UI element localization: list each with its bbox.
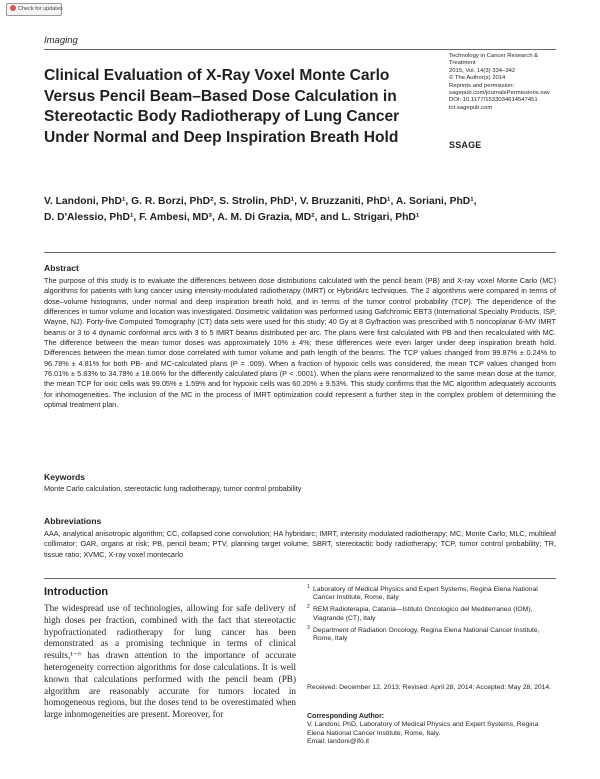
journal-line: 2015, Vol. 14(3) 334–342 bbox=[449, 67, 516, 74]
abbreviations-text: AAA, analytical anisotropic algorithm; CC, collapsed cone convolution; HA hybridarc; IMRT, intensity modulated radiotherapy; MC, Monte Carlo; MLC, multileaf collimator; OAR, organs at risk; PB, pencil beam; PTV, planning target volume; SBRT, stereotactic body radiotherapy; TCP, tumor control probability; TR, tissue ratio; XVMC, X-ray voxel montecarlo bbox=[44, 529, 556, 559]
affiliation-text: Laboratory of Medical Physics and Expert Systems, Regina Elena National Cancer Institute, Rome, Italy bbox=[313, 586, 538, 602]
top-divider bbox=[44, 49, 556, 50]
affiliation-number: 1 bbox=[307, 584, 310, 590]
corresponding-text: V. Landoni, PhD, Laboratory of Medical Physics and Expert Systems, Regina Elena National Cancer Institute, Rome, Italy. bbox=[307, 721, 539, 737]
author-line: D. D'Alessio, PhD¹, F. Ambesi, MD³, A. M. Di Grazia, MD², and L. Strigari, PhD¹ bbox=[44, 211, 420, 223]
check-for-updates-badge[interactable] bbox=[6, 3, 62, 16]
affiliation-number: 3 bbox=[307, 624, 310, 631]
corresponding-author bbox=[307, 713, 557, 747]
introduction-text: The widespread use of technologies, allowing for safe delivery of high doses per fraction, combined with the fact that stereotactic hypofractionated radiotherapy for lung cancer has been demonstrated as a promising technique in terms of clinical results,¹⁻⁶ has drawn attention to the importance of accurate heterogeneity correction algorithms for dose calculations. It is well known that calculations performed with the pencil beam (PB) algorithm are reasonably accurate for tumors located in homogeneous regions, but the doses tend to be overestimated when large inhomogeneities are present. Moreover, for bbox=[44, 603, 296, 720]
journal-line: © The Author(s) 2014 bbox=[449, 75, 506, 82]
keywords-heading: Keywords bbox=[44, 472, 86, 482]
affiliation-item bbox=[307, 624, 557, 644]
badge-label: Check for updates bbox=[18, 6, 63, 12]
introduction-heading: Introduction bbox=[44, 586, 109, 598]
journal-line: DOI: 10.1177/1533034614547451 bbox=[449, 97, 538, 104]
affiliation-text: Department of Radiation Oncology, Regina Elena National Cancer Institute, Rome, Italy bbox=[313, 626, 540, 643]
journal-line: Treatment bbox=[449, 60, 476, 67]
corresponding-email[interactable]: Email: landoni@ifo.it bbox=[307, 738, 370, 746]
journal-line: Reprints and permission: bbox=[449, 82, 515, 89]
abstract-text: The purpose of this study is to evaluate the differences between dose distributions calculated with the pencil beam (PB) and X-ray voxel Monte Carlo (MC) algorithms for patients with lung cancer using intensity-modulated radiotherapy (IMRT) or HybridArc techniques. The 2 algorithms were compared in terms of dose–volume histograms, under normal and deep inspiration breath hold, and in terms of the tumor control probability (TCP). The dependence of the differences in tumor volume and location was investigated. Dosimetric validation was performed using Gafchromic EBT3 (International Specialty Products, ISP, Wayne, NJ). Forty-five Computed Tomography (CT) data sets were used for this study; 40 Gy at 8 Gy/fraction was prescribed with 5 noncoplanar 6-MV IMRT beams or 3 to 4 dynamic conformal arcs with 3 to 5 IMRT beams distributed per arc. The plans were first calculated with PB and then recalculated with MC. The difference between the mean tumor doses was approximately 10% ± 4%; these differences were even larger under deep inspiration breath hold. Differences between the mean tumor dose correlated with tumor volume and path length of the beams. The TCP values changed from 99.87% ± 0.24% to 96.78% ± 4.81% for both PB- and MC-calculated plans (P = .009). When a fraction of hypoxic cells was considered, the mean TCP values changed from 76.01% ± 5.83% to 34.78% ± 18.06% for the differently calculated plans (P < .0001). When the plans were renormalized to the same mean dose at the tumor, the mean TCP for oxic cells was 99.05% ± 1.59% and for hypoxic cells was 60.20% ± 9.53%. This study confirms that the MC algorithm adequately accounts for inhomogeneities. The inclusion of the MC in the process of IMRT optimization could represent a further step in the complex problem of determining the optimal treatment plan. bbox=[44, 276, 556, 410]
corresponding-heading: Corresponding Author: bbox=[307, 713, 385, 720]
abstract-divider bbox=[44, 252, 556, 253]
affiliation-number: 2 bbox=[307, 604, 310, 611]
author-list bbox=[44, 194, 556, 225]
journal-line: sagepub.com/journalsPermissions.nav bbox=[449, 90, 550, 97]
author-line: V. Landoni, PhD¹, G. R. Borzi, PhD², S. Strolin, PhD¹, V. Bruzzaniti, PhD¹, A. Soriani, PhD¹, bbox=[44, 196, 477, 207]
journal-info bbox=[449, 53, 559, 112]
journal-line: Technology in Cancer Research & bbox=[449, 53, 539, 59]
body-divider bbox=[44, 578, 556, 579]
abstract-heading: Abstract bbox=[44, 263, 79, 273]
affiliations bbox=[307, 586, 557, 647]
affiliation-item bbox=[307, 586, 557, 603]
journal-line: tct.sagepub.com bbox=[449, 104, 493, 111]
check-updates-icon bbox=[10, 5, 16, 11]
abbreviations-heading: Abbreviations bbox=[44, 516, 102, 526]
article-title: Clinical Evaluation of X-Ray Voxel Monte Carlo Versus Pencil Beam–Based Dose Calculation in Stereotactic Body Radiotherapy of Lung Cancer Under Normal and Deep Inspiration Breath Hold bbox=[44, 67, 400, 146]
affiliation-item bbox=[307, 606, 557, 623]
keywords-text: Monte Carlo calculation, stereotactic lung radiotherapy, tumor control probability bbox=[44, 484, 302, 493]
received-dates: Received: December 12, 2013; Revised: April 28, 2014; Accepted: May 28, 2014. bbox=[307, 684, 552, 691]
section-label: Imaging bbox=[44, 35, 78, 46]
affiliation-text: REM Radioterapia, Catania—Istituto Oncologico del Mediterraneo (IOM), Viagrande (CT), Italy bbox=[313, 606, 533, 622]
sage-logo: SSAGE bbox=[449, 140, 482, 150]
